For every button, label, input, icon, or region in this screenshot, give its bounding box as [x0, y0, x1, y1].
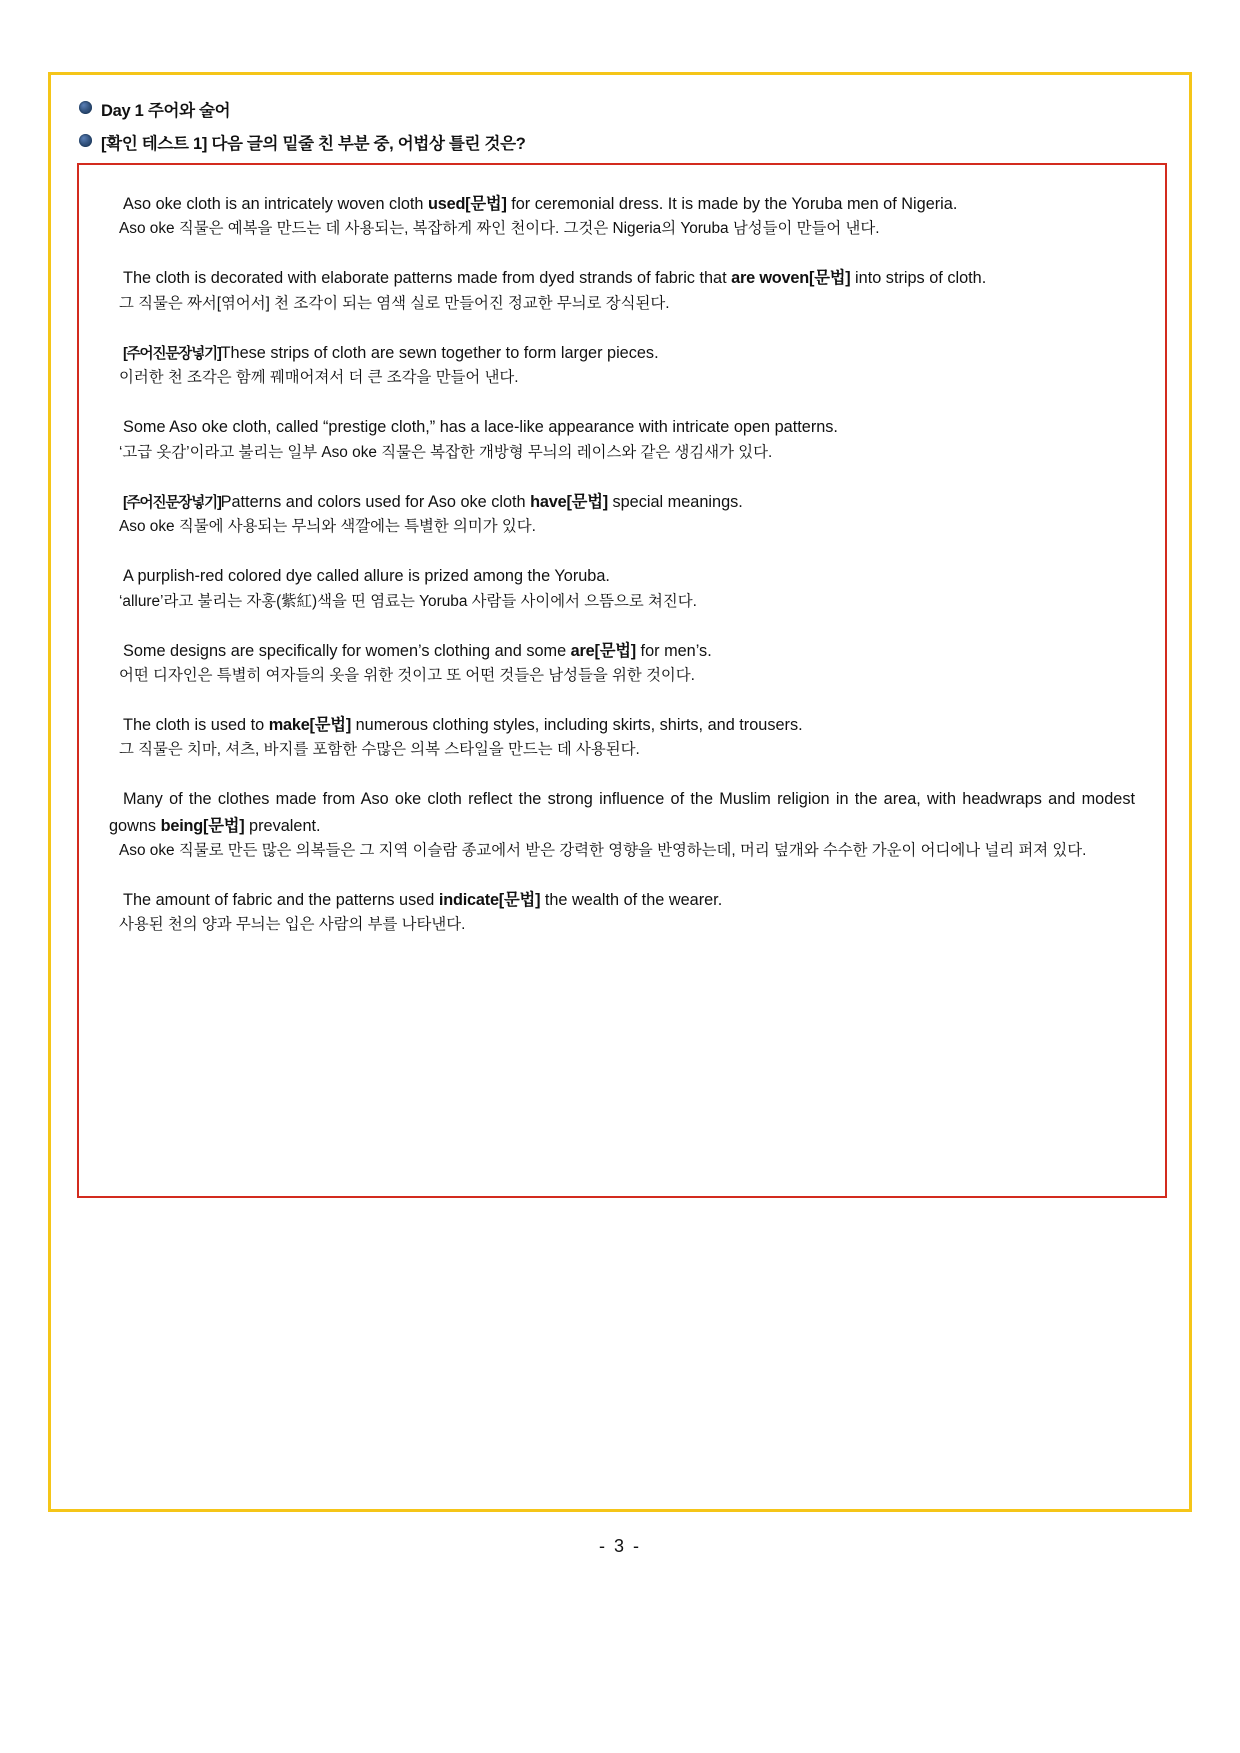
sentence-english — [109, 563, 1135, 589]
sentence-english — [109, 786, 1135, 839]
sentence-text: The cloth is decorated with elaborate patterns made from dyed strands of fabric that — [123, 269, 732, 288]
passage-block — [109, 563, 1135, 614]
sentence-text: Patterns and colors used for Aso oke cloth — [220, 492, 531, 511]
sentence-korean: 어떤 디자인은 특별히 여자들의 옷을 위한 것이고 또 어떤 것들은 남성들을 위한 것이다. — [119, 666, 695, 684]
passage-block — [109, 712, 1135, 763]
sentence-english — [109, 887, 1135, 913]
insert-sentence-tag: [주어진문장넣기] — [123, 345, 221, 362]
passage-block — [109, 265, 1135, 316]
page-header — [51, 75, 1189, 154]
sentence-text: Some designs are specifically for women’s clothing and some — [123, 641, 571, 660]
sentence-text: These strips of cloth are sewn together to form larger pieces. — [220, 343, 659, 362]
passage-block — [109, 340, 1135, 392]
document-page — [48, 72, 1192, 1512]
grammar-marked-phrase: are woven[문법] — [731, 269, 851, 288]
question-prompt: [확인 테스트 1] 다음 글의 밑줄 친 부분 중, 어법상 틀린 것은? — [101, 135, 526, 153]
grammar-marked-phrase: have[문법] — [530, 492, 608, 511]
header-line-day — [79, 97, 1189, 121]
sentence-text: The amount of fabric and the patterns used — [123, 890, 439, 909]
passage-block — [109, 489, 1135, 541]
passage-box — [77, 163, 1167, 1198]
sentence-text: the wealth of the wearer. — [540, 890, 723, 909]
sentence-english — [109, 265, 1135, 291]
passage-block — [109, 638, 1135, 689]
sentence-english — [109, 191, 1135, 217]
sentence-text: into strips of cloth. — [850, 269, 987, 288]
sentence-korean: Aso oke 직물에 사용되는 무늬와 색깔에는 특별한 의미가 있다. — [119, 518, 536, 536]
sentence-text: Some Aso oke cloth, called “prestige cloth,” has a lace-like appearance with intricate open patterns. — [123, 418, 838, 437]
sentence-text: special meanings. — [607, 492, 743, 511]
flower-bullet-icon — [79, 134, 92, 147]
insert-sentence-tag: [주어진문장넣기] — [123, 494, 221, 511]
sentence-korean: 이러한 천 조각은 함께 꿰매어져서 더 큰 조각을 만들어 낸다. — [119, 369, 519, 387]
grammar-marked-phrase: are[문법] — [570, 641, 637, 660]
passage-block — [109, 786, 1135, 864]
sentence-text: numerous clothing styles, including skirts, shirts, and trousers. — [351, 715, 803, 734]
sentence-korean: ‘고급 옷감’이라고 불리는 일부 Aso oke 직물은 복잡한 개방형 무늬의 레이스와 같은 생김새가 있다. — [119, 443, 773, 461]
page-footer — [0, 1536, 1240, 1557]
flower-bullet-icon — [79, 101, 92, 114]
sentence-text: A purplish-red colored dye called allure is prized among the Yoruba. — [123, 567, 610, 586]
header-line-question — [79, 130, 1189, 154]
page-number: - 3 - — [598, 1536, 641, 1556]
sentence-text: for ceremonial dress. It is made by the Yoruba men of Nigeria. — [506, 195, 958, 213]
grammar-marked-phrase: indicate[문법] — [438, 890, 541, 909]
sentence-korean: 그 직물은 치마, 셔츠, 바지를 포함한 수많은 의복 스타일을 만드는 데 사용된다. — [119, 741, 640, 759]
sentence-korean: Aso oke 직물은 예복을 만드는 데 사용되는, 복잡하게 짜인 천이다. 그것은 Nigeria의 Yoruba 남성들이 만들어 낸다. — [119, 220, 880, 238]
sentence-english — [109, 489, 1135, 516]
sentence-text: Aso oke cloth is an intricately woven cloth — [123, 195, 428, 213]
passage-block — [109, 191, 1135, 242]
sentence-text: Many of the clothes made from Aso oke cloth reflect the strong influence of the Muslim religion in the area, with headwraps and modest gowns — [109, 790, 1135, 835]
day-title: Day 1 주어와 술어 — [101, 102, 231, 120]
sentence-korean: 그 직물은 짜서[엮어서] 천 조각이 되는 염색 실로 만들어진 정교한 무늬로 장식된다. — [119, 294, 670, 312]
sentence-english — [109, 712, 1135, 738]
sentence-english — [109, 638, 1135, 664]
sentence-text: The cloth is used to — [123, 715, 269, 734]
sentence-text: for men’s. — [636, 641, 712, 660]
sentence-korean: Aso oke 직물로 만든 많은 의복들은 그 지역 이슬람 종교에서 받은 강력한 영향을 반영하는데, 머리 덮개와 수수한 가운이 어디에나 널리 퍼져 있다. — [119, 842, 1087, 860]
passage-block — [109, 887, 1135, 938]
grammar-marked-phrase: used[문법] — [427, 195, 507, 213]
grammar-marked-phrase: make[문법] — [268, 715, 352, 734]
sentence-korean: ‘allure’라고 불리는 자홍(紫紅)색을 띤 염료는 Yoruba 사람들 사이에서 으뜸으로 쳐진다. — [119, 592, 697, 610]
sentence-korean: 사용된 천의 양과 무늬는 입은 사람의 부를 나타낸다. — [119, 916, 466, 934]
sentence-english — [109, 414, 1135, 440]
grammar-marked-phrase: being[문법] — [160, 816, 245, 835]
sentence-text: prevalent. — [244, 816, 321, 835]
sentence-english — [109, 340, 1135, 367]
passage-block — [109, 414, 1135, 465]
